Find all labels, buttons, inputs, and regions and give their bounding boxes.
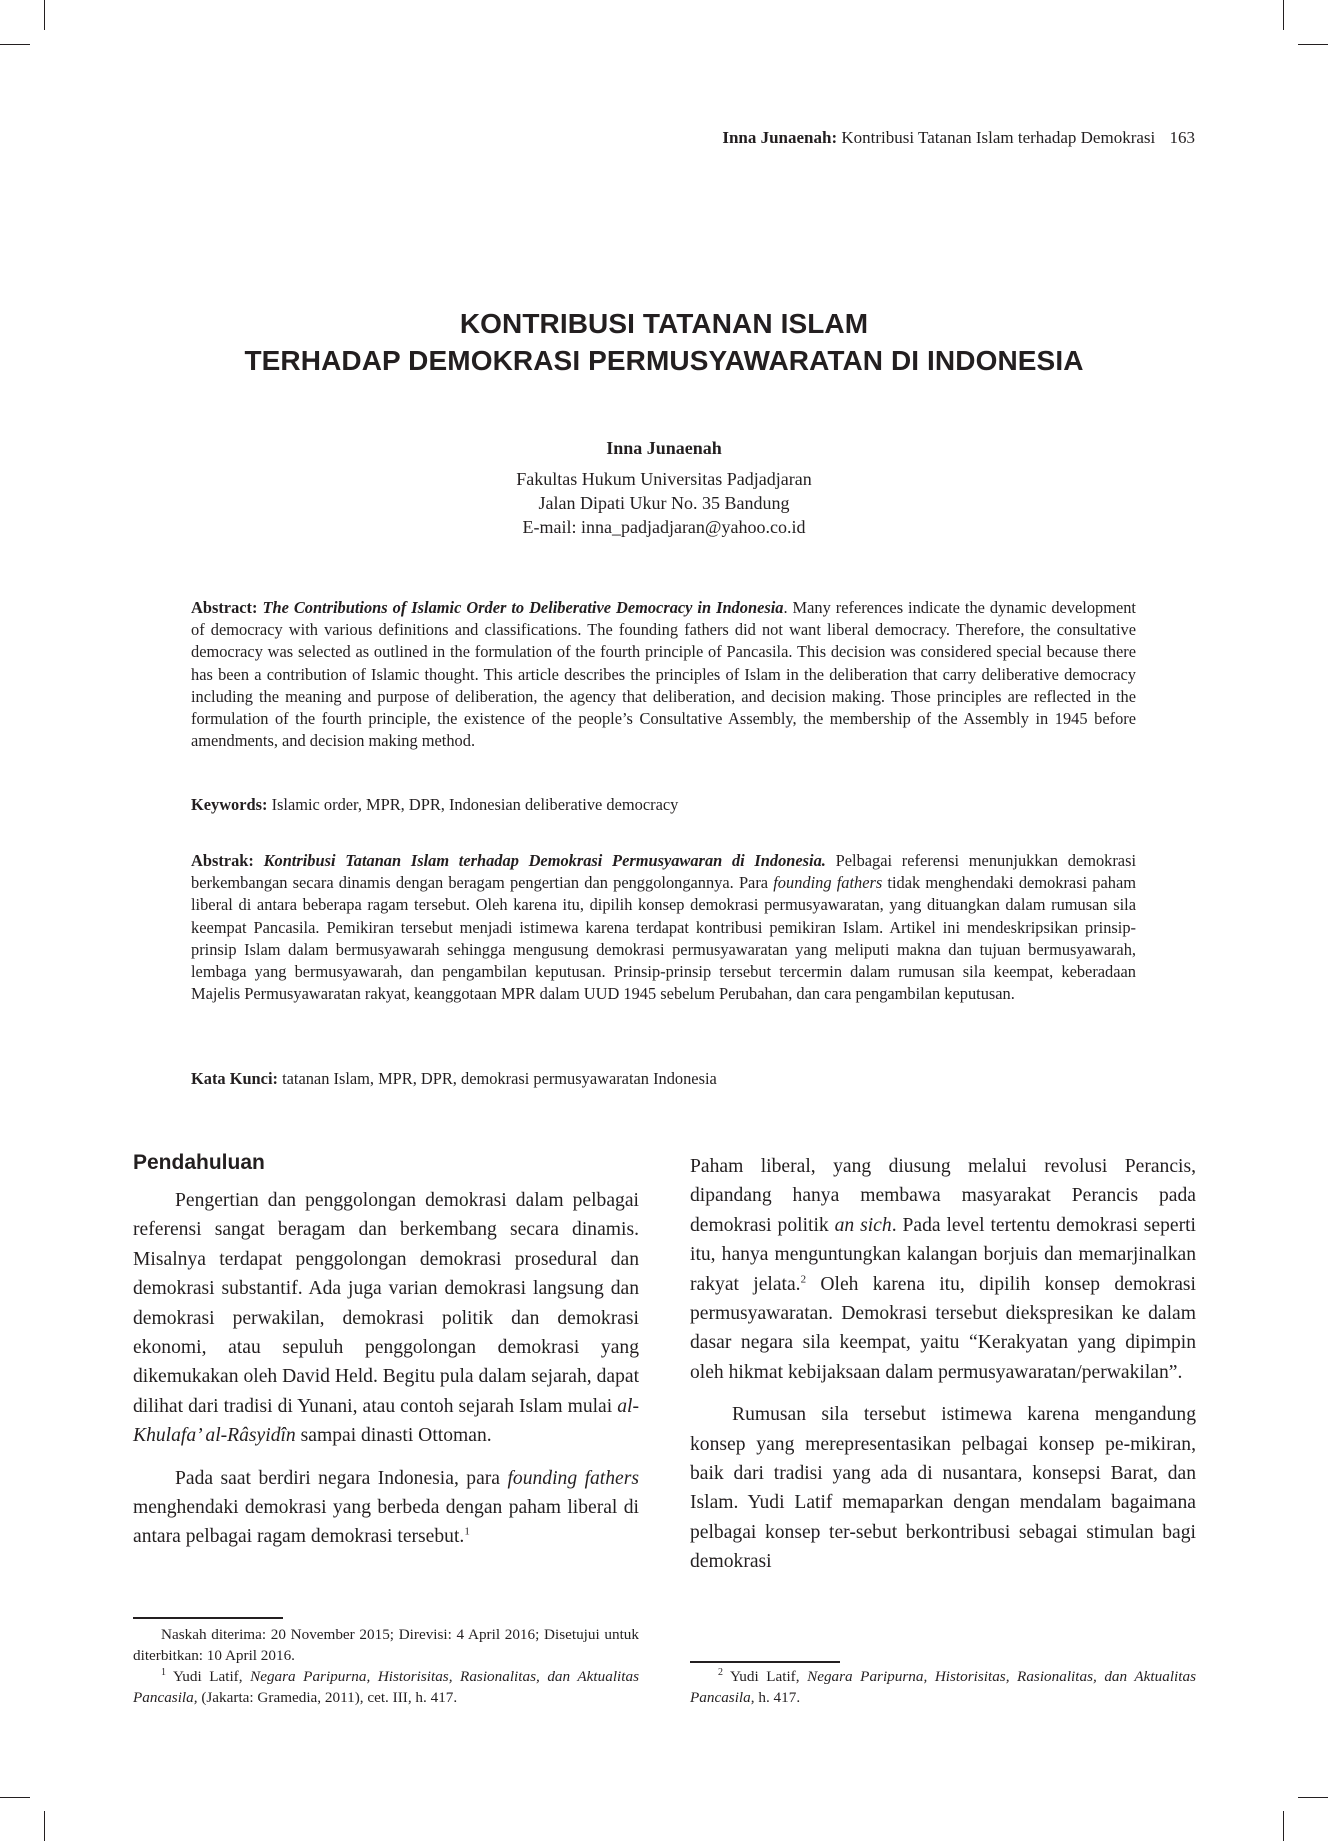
footnote-number: 1 xyxy=(161,1666,166,1678)
running-head xyxy=(722,127,1195,149)
crop-mark xyxy=(1283,0,1284,30)
text-run: Oleh karena itu, dipilih konsep demokrasi permusyawaratan. Demokrasi tersebut diekspresikan ke dalam dasar negara sila keempat, yaitu “Kerakyatan yang dipimpin oleh hikmat kebijaksaan dalam permusyawaratan/perwakilan”. xyxy=(690,1273,1196,1383)
text-run: Pada saat berdiri negara Indonesia, para xyxy=(175,1467,508,1489)
author-affiliation xyxy=(0,467,1328,539)
paragraph xyxy=(133,1464,639,1552)
text-run: sampai dinasti Ottoman. xyxy=(295,1425,492,1447)
footnotes-right xyxy=(690,1666,1196,1708)
footnotes-left xyxy=(133,1624,639,1708)
page-number: 163 xyxy=(1169,128,1195,147)
keywords-label: Keywords: xyxy=(191,795,268,814)
abstrak-label: Abstrak: xyxy=(191,851,254,870)
footnote-2 xyxy=(690,1666,1196,1708)
keywords-indonesian xyxy=(191,1068,1136,1090)
abstrak-body-1: Pelbagai referensi menunjukkan demokrasi berkembangan secara dinamis dengan beragam pengertian dan penggolongannya. Para xyxy=(191,851,1137,893)
section-heading: Pendahuluan xyxy=(133,1151,265,1174)
abstract-title: The Contributions of Islamic Order to Deliberative Democracy in Indonesia xyxy=(262,598,784,617)
running-head-author: Inna Junaenah: xyxy=(722,128,838,147)
author-name: Inna Junaenah xyxy=(606,438,722,458)
crop-mark xyxy=(0,44,30,45)
italic-run: an sich xyxy=(834,1214,892,1236)
italic-run: Negara Paripurna, Historisitas, Rasionalitas, dan Aktualitas Pancasila, xyxy=(133,1668,639,1706)
article-title-line-1: KONTRIBUSI TATANAN ISLAM xyxy=(459,308,869,339)
abstrak-title: Kontribusi Tatanan Islam terhadap Demokrasi Permusyawaran di Indonesia. xyxy=(263,851,826,870)
left-column xyxy=(133,1186,639,1552)
footnote-rule xyxy=(690,1661,840,1663)
abstract-body: . Many references indicate the dynamic development of democracy with various definitions and classifications. The founding fathers did not want liberal democracy. Therefore, the consultative democracy was selected as outlined in the formulation of the fourth principle of Pancasila. This decision was considered special because there has been a contribution of Islamic thought. This article describes the principles of Islam in the deliberation that carry deliberative democracy including the meaning and purpose of deliberation, the agency that deliberation, and decision making. Those principles are reflected in the formulation of the fourth principle, the existence of the people’s Consultative Assembly, the membership of the Assembly in 1945 before amendments, and decision making method. xyxy=(191,598,1136,751)
kata-kunci-text: tatanan Islam, MPR, DPR, demokrasi permusyawaratan Indonesia xyxy=(282,1069,717,1088)
kata-kunci-label: Kata Kunci: xyxy=(191,1069,278,1088)
text-run: Yudi Latif, xyxy=(723,1668,808,1685)
text-run: Paham liberal, yang diusung melalui revolusi Perancis, dipandang hanya membawa masyarakat Perancis pada demokrasi politik xyxy=(690,1156,1196,1236)
abstract-indonesian xyxy=(191,850,1136,1005)
abstract-english xyxy=(191,597,1136,752)
italic-run: Negara Paripurna, Historisitas, Rasionalitas, dan Aktualitas Pancasila xyxy=(690,1668,1196,1706)
abstrak-body-2: tidak menghendaki demokrasi paham liberal di antara beberapa ragam tersebut. Oleh karena itu, dipilih konsep demokrasi permusyawaratan, yang dituangkan dalam rumusan sila keempat Pancasila. Pemikiran tersebut menjadi istimewa karena terdapat kontribusi pemikiran Islam. Artikel ini mendeskripsikan prinsip-prinsip Islam dalam bermusyawarah sehingga mengusung demokrasi permusyawaratan yang meliputi makna dan tujuan bermusyawarah, lembaga yang bermusyawarah, dan pengambilan keputusan. Prinsip-prinsip tersebut tercermin dalam rumusan sila keempat, keberadaan Majelis Permusyawaratan rakyat, keanggotaan MPR dalam UUD 1945 sebelum Perubahan, dan cara pengambilan keputusan. xyxy=(191,873,1136,1004)
footnote-1 xyxy=(133,1666,639,1708)
footnote-rule xyxy=(133,1617,283,1619)
running-head-title: Kontribusi Tatanan Islam terhadap Demokrasi xyxy=(841,128,1156,147)
article-title xyxy=(0,305,1328,379)
crop-mark xyxy=(1283,1811,1284,1841)
right-column xyxy=(690,1152,1196,1577)
italic-run: founding fathers xyxy=(507,1467,639,1489)
received-note: Naskah diterima: 20 November 2015; Direvisi: 4 April 2016; Disetujui untuk diterbitkan: 10 April 2016. xyxy=(133,1626,639,1664)
crop-mark xyxy=(44,0,45,30)
article-title-line-2: TERHADAP DEMOKRASI PERMUSYAWARATAN DI INDONESIA xyxy=(244,345,1084,376)
keywords-text: Islamic order, MPR, DPR, Indonesian deliberative democracy xyxy=(271,795,679,814)
footnote-ref[interactable]: 1 xyxy=(464,1525,470,1538)
affiliation-address: Jalan Dipati Ukur No. 35 Bandung xyxy=(538,493,790,513)
author-email: E-mail: inna_padjadjaran@yahoo.co.id xyxy=(522,517,806,537)
crop-mark xyxy=(1298,1797,1328,1798)
paragraph xyxy=(690,1152,1196,1387)
text-run: Pengertian dan penggolongan demokrasi dalam pelbagai referensi sangat beragam dan berkembang secara dinamis. Misalnya terdapat penggolongan demokrasi prosedural dan demokrasi substantif. Ada juga varian demokrasi langsung dan demokrasi perwakilan, demokrasi politik dan demokrasi ekonomi, atau sepuluh penggolongan demokrasi yang dikemukakan oleh David Held. Begitu pula dalam sejarah, dapat dilihat dari tradisi di Yunani, atau contoh sejarah Islam mulai xyxy=(133,1190,640,1417)
text-run: , h. 417. xyxy=(750,1689,801,1706)
affiliation-institution: Fakultas Hukum Universitas Padjadjaran xyxy=(516,469,812,489)
abstrak-italic: founding fathers xyxy=(773,873,883,893)
footnote-ref[interactable]: 2 xyxy=(800,1273,807,1286)
paragraph xyxy=(133,1186,639,1451)
text-run: . Pada level tertentu demokrasi seperti itu, hanya menguntungkan kalangan borjuis dan memarjinalkan rakyat jelata. xyxy=(690,1214,1196,1295)
text-run: Yudi Latif, xyxy=(166,1668,251,1685)
keywords-english xyxy=(191,794,1136,816)
abstract-label: Abstract: xyxy=(191,598,258,617)
italic-run: al-Khulafa’ al-Râsyidîn xyxy=(133,1395,639,1447)
footnote-number: 2 xyxy=(718,1666,723,1678)
text-run: menghendaki demokrasi yang berbeda dengan paham liberal di antara pelbagai ragam demokrasi tersebut. xyxy=(133,1497,639,1548)
crop-mark xyxy=(1298,44,1328,45)
paragraph: Rumusan sila tersebut istimewa karena mengandung konsep yang merepresentasikan pelbagai konsep pe-mikiran, baik dari tradisi yang ada di nusantara, konsepsi Barat, dan Islam. Yudi Latif memaparkan dengan mendalam bagaimana pelbagai konsep ter-sebut berkontribusi sebagai stimulan bagi demokrasi xyxy=(690,1404,1196,1573)
crop-mark xyxy=(44,1811,45,1841)
crop-mark xyxy=(0,1797,30,1798)
text-run: (Jakarta: Gramedia, 2011), cet. III, h. 417. xyxy=(201,1689,458,1706)
